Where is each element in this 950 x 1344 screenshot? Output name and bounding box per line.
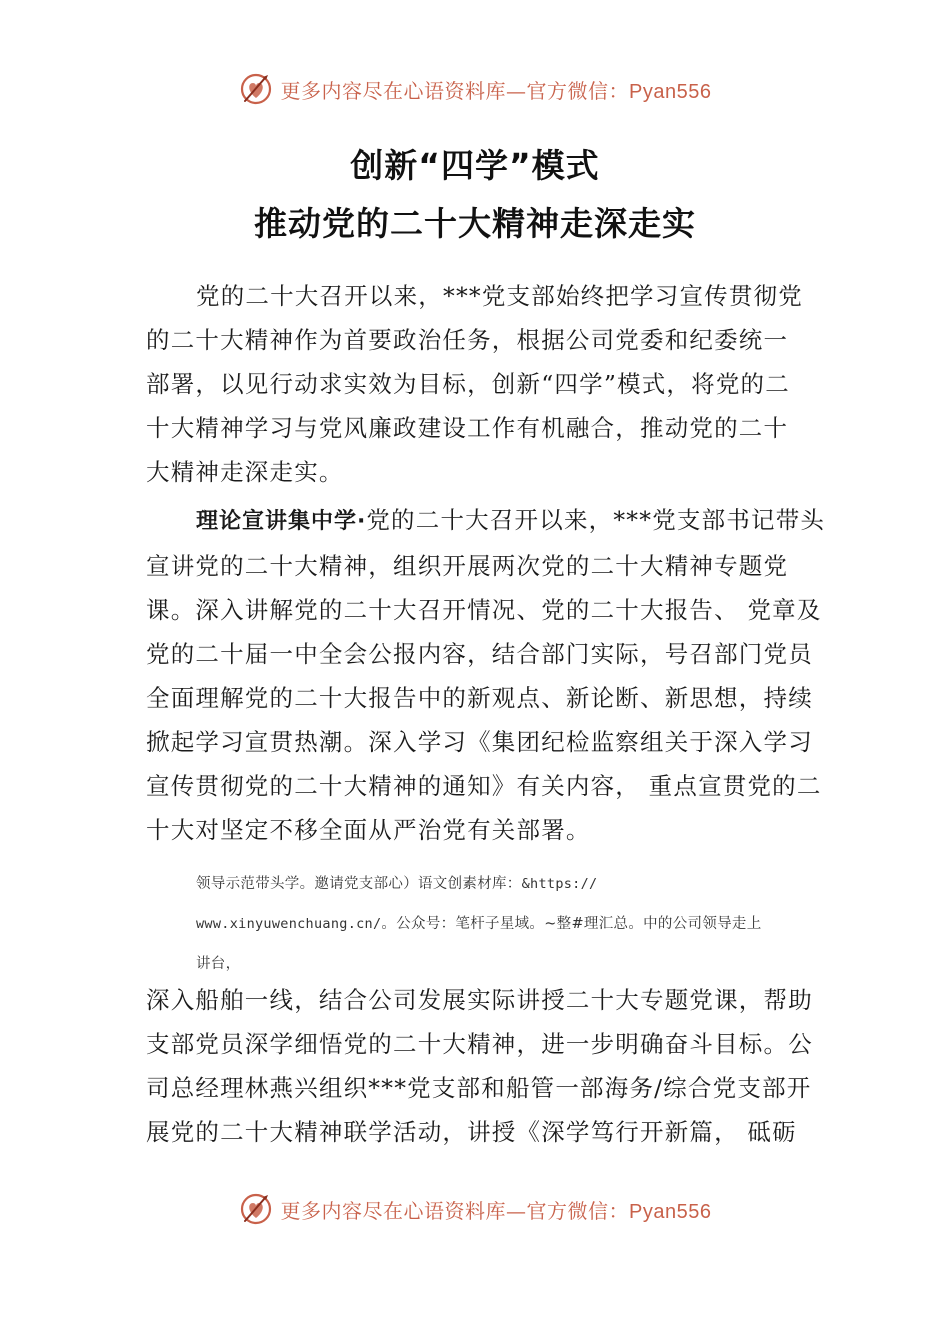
- watermark-text: 更多内容尽在心语资料库—官方微信：Pyan556: [280, 1198, 712, 1223]
- watermark-text: 更多内容尽在心语资料库—官方微信：Pyan556: [280, 78, 712, 103]
- heart-pen-logo-icon: [239, 72, 273, 106]
- note-line-2: www.xinyuwenchuang.cn/。公众号：笔杆子星域。~整#理汇总。中的公司领导走上: [196, 916, 762, 932]
- intro-paragraph: [146, 274, 806, 494]
- note-line-1: 领导示范带头学。邀请党支部心）语文创素材库：&https://: [196, 876, 598, 892]
- note-line-3: 讲台，: [196, 956, 241, 972]
- section-theory-heading: 理论宣讲集中学·: [196, 509, 367, 534]
- leader-demo-note: [196, 864, 836, 984]
- section-ship-paragraph: 深入船舶一线，结合公司发展实际讲授二十大专题党课，帮助支部党员深学细悟党的二十大精神，进一步明确奋斗目标。公司总经理林燕兴组织***党支部和船管一部海务/综合党支部开展党的二十大精神联学活动，讲授《深学笃行开新篇， 砥砺: [146, 986, 813, 1146]
- intro-text: 党的二十大召开以来，***党支部始终把学习宣传贯彻党的二十大精神作为首要政治任务，根据公司党委和纪委统一部署，以见行动求实效为目标，创新“四学”模式，将党的二十大精神学习与党风廉政建设工作有机融合，推动党的二十大精神走深走实。: [146, 282, 803, 486]
- watermark-wechat-id: Pyan556: [629, 1200, 712, 1223]
- heart-pen-logo-icon: [239, 1192, 273, 1226]
- section-theory-paragraph: [146, 498, 826, 852]
- section-theory-text: 党的二十大召开以来，***党支部书记带头宣讲党的二十大精神，组织开展两次党的二十大精神专题党课。深入讲解党的二十大召开情况、党的二十大报告、 党章及党的二十届一中全会公报内容，结合部门实际，号召部门党员全面理解党的二十大报告中的新观点、新论断、新思想，持续掀起学习宣贯热潮。深入学习《集团纪检监察组关于深入学习宣传贯彻党的二十大精神的通知》有关内容， 重点宣贯党的二十大对坚定不移全面从严治党有关部署。: [146, 506, 826, 844]
- watermark-wechat-id: Pyan556: [629, 80, 712, 103]
- page-title-line-2: 推动党的二十大精神走深走实: [254, 204, 696, 243]
- watermark-footer: [0, 1192, 950, 1226]
- page-title-line-1: 创新“四学”模式: [350, 146, 600, 185]
- watermark-header: [0, 72, 950, 106]
